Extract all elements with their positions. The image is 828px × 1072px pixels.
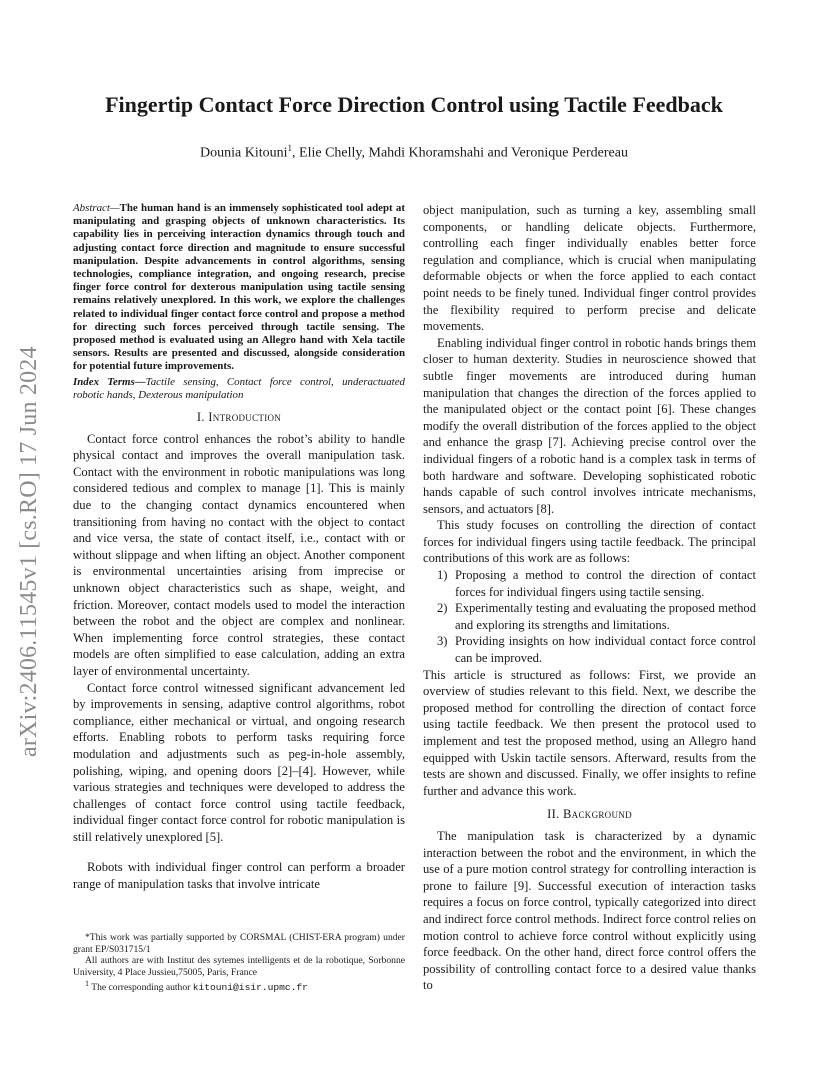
- corresponding-author-mark: 1: [287, 143, 293, 153]
- paragraph-gap: [73, 845, 405, 859]
- index-terms-text: Tactile sensing, Contact force control, underactuated robotic hands, Dexterous manipulation: [73, 375, 405, 401]
- paper-title: Fingertip Contact Force Direction Control using Tactile Feedback: [105, 92, 723, 117]
- index-terms: [73, 376, 405, 402]
- list-item: [423, 567, 756, 600]
- list-item-text: Proposing a method to control the direction of contact forces for individual fingers using tactile sensing.: [455, 568, 756, 599]
- footnote-affiliation: All authors are with Institut des sytemes intelligents et de la robotique, Sorbonne University, 4 Place Jussieu,75005, Paris, France: [73, 955, 405, 978]
- background-paragraph-1: The manipulation task is characterized by a dynamic interaction between the robot and the environment, in which the use of a pure motion control strategy for controlling interaction is prone to failure [9]. Successful execution of interaction tasks requires a focus on force control, typically categorized into direct and indirect force control methods. Indirect force control relies on motion control to achieve force control without explicitly using force feedback. On the other hand, direct force control offers the possibility of controlling contact force to a desired value thanks to: [423, 828, 756, 993]
- intro-paragraph-3-continued: object manipulation, such as turning a key, assembling small components, or handling delicate objects. Furthermore, controlling each finger individually enables better force regulation and compliance, which is crucial when manipulating deformable objects or when the force applied to each contact point needs to be finely tuned. Individual finger control provides the flexibility required to perform precise and delicate movements.: [423, 203, 756, 334]
- footnotes: [73, 932, 405, 994]
- section-heading-background: II. Background: [547, 807, 632, 822]
- footnote-funding: *This work was partially supported by CORSMAL (CHIST-ERA program) under grant EP/S031715/1: [73, 932, 405, 955]
- intro-paragraph-5: This study focuses on controlling the direction of contact forces for individual fingers using tactile feedback. The principal contributions of this work are as follows:: [423, 518, 756, 566]
- list-item-number: 2): [437, 601, 448, 616]
- list-item-text: Providing insights on how individual contact force control can be improved.: [455, 634, 756, 666]
- corresponding-email: kitouni@isir.upmc.fr: [192, 982, 308, 994]
- right-column: [423, 202, 756, 994]
- abstract-text: The human hand is an immensely sophisticated tool adept at manipulating and grasping objects of unknown characteristics. Its capability lies in perceiving interaction dynamics through touch and adjusting contact force direction and magnitude to ensure successful manipulation. Despite advancements in control algorithms, sensing technologies, compliance integration, and ongoing research, precise finger force control for dexterous manipulation using tactile sensing remains relatively unexplored. In this work, we explore the challenges related to individual finger contact force control and propose a method for directing such forces perceived through tactile sensing. The proposed method is evaluated using an Allegro hand with Xela tactile sensors. Results are presented and discussed, alongside consideration for potential future improvements.: [73, 202, 405, 373]
- intro-paragraph-2: Contact force control witnessed significant advancement led by improvements in sensing, adaptive control algorithms, robot compliance, either mechanical or virtual, and ongoing research efforts. Enabling robots to perform tasks requiring force modulation and adjustments such as peg-in-hole assembly, polishing, wiping, and opening doors [2]–[4]. However, while various strategies and techniques were developed to address the challenges of contact force control using tactile feedback, individual finger contact force control for robotic manipulation is still relatively unexplored [5].: [73, 680, 405, 844]
- footnote-corresponding: [73, 978, 405, 994]
- left-column: [73, 202, 405, 893]
- list-item: [423, 600, 756, 633]
- footnote-mark: 1: [85, 979, 89, 989]
- list-item: [423, 633, 756, 666]
- arxiv-identifier-stamp: arXiv:2406.11545v1 [cs.RO] 17 Jun 2024: [16, 346, 42, 757]
- first-author: Dounia Kitouni: [200, 145, 288, 161]
- intro-paragraph-6: This article is structured as follows: First, we provide an overview of studies relevant to this field. Next, we describe the proposed method for controlling the direction of contact force using tactile feedback. We then present the protocol used to implement and test the proposed method, using an Allegro hand equipped with Uskin tactile sensors. Afterward, results from the tests are shown and discussed. Finally, we offer insights to refine further and advance this work.: [423, 667, 756, 798]
- list-item-text: Experimentally testing and evaluating the proposed method and exploring its strengths and limitations.: [455, 601, 756, 632]
- section-heading-introduction: I. Introduction: [196, 410, 282, 425]
- index-terms-label: Index Terms—: [73, 375, 146, 388]
- contributions-list: [423, 567, 756, 667]
- intro-paragraph-3: Robots with individual finger control can perform a broader range of manipulation tasks that involve intricate: [73, 860, 405, 892]
- author-list: [60, 143, 768, 162]
- other-authors: , Elie Chelly, Mahdi Khoramshahi and Veronique Perdereau: [292, 145, 628, 161]
- intro-paragraph-4: Enabling individual finger control in robotic hands brings them closer to human dexterity. Studies in neuroscience showed that subtle finger movements are introduced during human manipulation that changes the direction of the forces applied to the manipulated object or the contact point [6]. These changes modify the overall distribution of the forces applied to the object and enhance the grasp [7]. Achieving precise control over the individual fingers of a robotic hand is a complex task in terms of both hardware and software. Developing sophisticated robotic hands capable of such control involves intricate mechanisms, sensors, and actuators [8].: [423, 335, 756, 516]
- intro-paragraph-1: Contact force control enhances the robot’s ability to handle physical contact and improves the overall manipulation task. Contact with the environment in robotic manipulations was long considered tedious and complex to manage [1]. This is mainly due to the changing contact dynamics encountered when transitioning from having no contact with the object to contact and vice versa, the state of contact itself, i.e., contact with or without slippage and when lifting an object. Another component is environmental uncertainties arising from imprecise or unknown object characteristics such as shape, weight, and friction. Moreover, contact models used to model the interaction between the robot and the object are complex and nonlinear. When implementing force control strategies, these contact models are often simplified to ease calculation, adding an extra layer of environmental uncertainty.: [73, 431, 405, 678]
- list-item-number: 3): [437, 634, 448, 649]
- list-item-number: 1): [437, 568, 448, 583]
- abstract-label: Abstract—: [73, 202, 120, 214]
- footnote-corresponding-text: The corresponding author: [91, 982, 191, 994]
- abstract: [73, 202, 405, 374]
